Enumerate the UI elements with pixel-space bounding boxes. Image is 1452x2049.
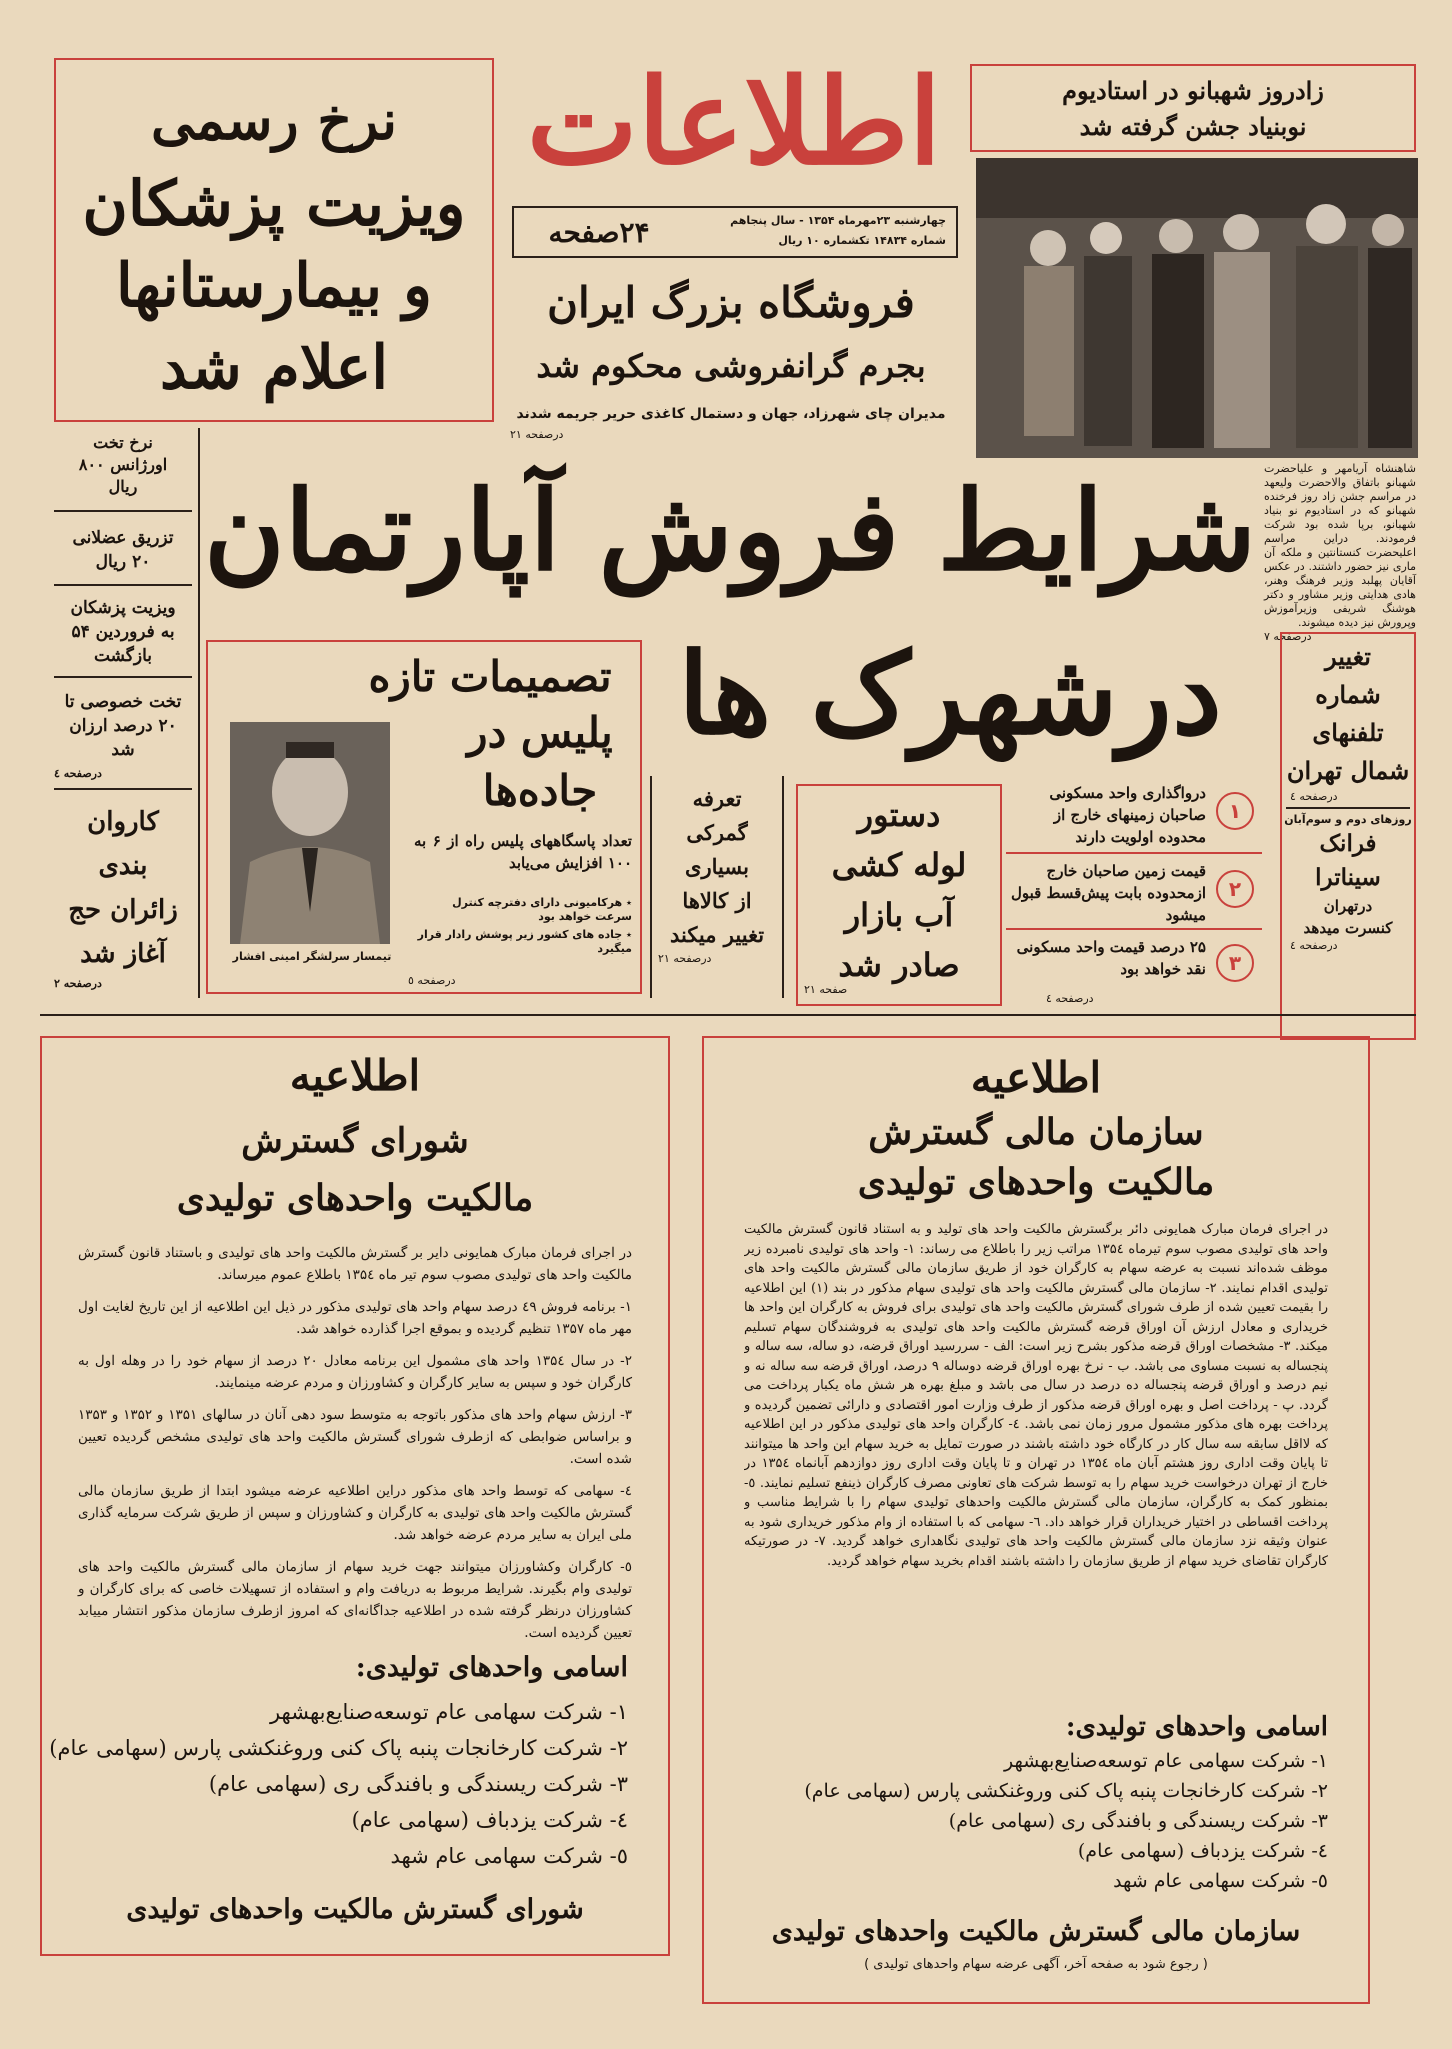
sidebar-divider [54,584,192,586]
sinatra-note: روزهای دوم و سوم‌آبان [1284,813,1412,826]
police-bullet-2 [414,928,632,956]
notice-right-item-2: ۲- شرکت کارخانجات پنبه پاک کنی وروغنکشی پارس (سهامی عام) [804,1780,1328,1802]
notice-left-item-1: ۱- شرکت سهامی عام توسعه‌صنایع‌بهشهر [269,1700,628,1724]
masthead-info-box [512,206,958,258]
page-ref: صفحه ۲۱ [804,983,848,996]
stadium-photo [976,158,1418,458]
bullet-text: جاده های کشور زیر پوشش رادار قرار میگیرد [417,928,632,955]
bullet-text: هرکامیونی دارای دفترچه کنترل سرعت خواهد بود [452,896,632,923]
notice-left-paragraph: ٥- کارگران وکشاورزان میتوانند جهت خرید سهام از سازمان مالی گسترش مالکیت واحد های تولیدی وام بگیرند. شرایط مربوط به دریافت وام و استفاده از تسهیلات خاصی که برای کارگران و کشاورزان درنظر گرفته شده در اطلاعیه جداگانه‌ای که امروز ازطرف سازمان مذکور انتشار مییابد تعیین گردیده است. [78,1559,632,1641]
notice-right-subtitle-1: سازمان مالی گسترش [868,1111,1204,1153]
bullet-icon: ٭ [622,928,632,941]
notice-right-box [702,1036,1370,2004]
point-number-2: ۲ [1216,870,1254,908]
bullet-icon: ٭ [622,896,632,909]
notice-right-item-1: ۱- شرکت سهامی عام توسعه‌صنایع‌بهشهر [1004,1750,1328,1772]
store-subhead: بجرم گرانفروشی محکوم شد [536,347,926,385]
point-text-1: درواگذاری واحد مسکونی صاحبان زمینهای خارج از محدوده اولویت دارند [1049,784,1206,846]
water-text: لوله کشی [831,846,967,884]
point-divider [1006,928,1262,930]
notice-right-item-5: ٥- شرکت سهامی عام شهد [1113,1870,1328,1892]
caption-text: شاهنشاه آریامهر و علیاحضرت شهبانو باتفاق والاحضرت ولیعهد در مراسم جشن زاد روز فرخنده شهبانو که در استادیوم نو بنیاد شهبانو، برپا شده بود شرکت فرمودند. دراین مراسم اعلیحضرت کنستانتین و ملکه آن ماری نیز حضور داشتند. [1264,462,1417,573]
left-sidebar [54,428,192,996]
tariff-text: بسیاری [685,854,749,879]
stadium-photo-figures [976,158,1418,458]
page-ref: درصفحه ۷ [1264,630,1312,643]
sidebar-item-beds [54,432,192,498]
point-text-3: ۲۵ درصد قیمت واحد مسکونی نقد خواهد بود [1016,938,1206,978]
page-ref: درصفحه ٤ [54,767,102,780]
point-number-3: ۳ [1216,944,1254,982]
sidebar-text: ۲۰ ریال [95,552,151,572]
phones-story-box [1280,632,1416,1040]
police-photo-caption: تیمسار سرلشگر امینی افشار [232,950,392,963]
page-ref: درصفحه ٤ [1290,939,1338,952]
notice-left-paragraph: در اجرای فرمان مبارک همایونی دایر بر گسترش مالکیت واحد های تولیدی و باستناد قانون گسترش مالکیت واحد های تولیدی مصوب سوم تیر ماه ۱۳۵٤ باطلاع عموم میرساند. [78,1245,632,1283]
notice-right-footnote: ( رجوع شود به صفحه آخر، آگهی عرضه سهام واحدهای تولیدی ) [864,1957,1208,1972]
phones-text: تغییر [1325,642,1371,671]
sidebar-item-private-bed [54,690,192,786]
tariff-text: تغییر میکند [669,922,765,947]
notice-left-subtitle-2: مالکیت واحدهای تولیدی [176,1177,534,1219]
main-headline-line1: شرایط فروش آپارتمان [203,466,1257,595]
stadium-headline-box [970,64,1416,152]
page-ref: درصفحه ٥ [408,974,456,987]
sidebar-item-injection [54,526,192,574]
fees-headline-2: ویزیت پزشکان [82,167,466,240]
notice-left-paragraph: ۲- در سال ۱۳۵٤ واحد های مشمول این برنامه معادل ۲۰ درصد از سهام خود را در وهله اول به کارگران خود و سپس به سایر کارگران و کشاورزان و مردم عرضه مینمایند. [78,1353,633,1391]
sidebar-text: بازگشت [93,646,153,666]
phones-text: شماره [1315,680,1381,709]
fees-story-box [54,58,494,422]
notice-right-item-4: ٤- شرکت یزدباف (سهامی عام) [1077,1840,1328,1862]
point-number-1: ۱ [1216,792,1254,830]
water-text: دستور [857,796,941,834]
apartment-points [1006,778,1262,1010]
notice-right-list-title: اسامی واحدهای تولیدی: [1065,1712,1328,1742]
notice-left-item-4: ٤- شرکت یزدباف (سهامی عام) [351,1808,628,1832]
notice-right-body: در اجرای فرمان مبارک همایونی دائر برگسترش مالکیت واحد های تولید و به استناد قانون گسترش مالکیت واحد های تولیدی مصوب سوم تیرماه ۱۳۵٤ مراتب زیر را باطلاع می رساند: ۱- واحد های تولیدی نامبرده زیر موظف شده‌اند نسبت به عرضه سهام به کارگران خود از طریق سازمان مالی گسترش مالکیت واحد های تولیدی اقدام نمایند. ۲- سازمان مالی گسترش مالکیت واحد های تولیدی سهام مذکور در بند (۱) این اطلاعیه را بقیمت تعیین شده از طرف شورای گسترش مالکیت واحد های تولیدی برای فروش به کارگران این واحد ها خریداری و معادل ارزش آن اوراق قرضه گسترش مالکیت واحد های تولیدی به فروشندگان سهام تسلیم میکند. ۳- مشخصات اوراق قرضه مذکور بشرح زیر است: الف - سررسید اوراق قرضه، دو ساله، سه ساله و پنجساله به نسبت مساوی می باشد. ب - نرخ بهره اوراق قرضه دوساله ۹ درصد، اوراق قرضه سه ساله نه و نیم درصد و اوراق قرضه پنجساله ده درصد در سال می باشد و مبلغ بهره هر شش ماه یکبار پرداخت می گردد. پ - پرداخت اصل و بهره اوراق قرضه مذکور از طرف وزارت امور اقتصادی و دارائی تضمین گردیده و پرداخت بهره های مذکور مشمول مرور زمان نمی باشد. ٤- کارگران واحد های تولیدی مذکور در این اطلاعیه که لااقل سابقه سه سال کار در کارگاه خود داشته باشند در صورت تمایل به خرید سهام این واحد ها میتوانند تا پایان وقت اداری روز هشتم آبان ماه ۱۳۵٤ در تهران و تا پایان وقت اداری روز دوازدهم آبانماه ۱۳۵٤ در خارج از تهران درخواست خرید سهام را به توسط شرکت های تعاونی مصرف کارگران ذینفع تسلیم نمایند. ٥- بمنظور کمک به کارگران، سازمان مالی گسترش مالکیت واحدهای تولیدی سهام را با شرایط مناسب و پرداخت اقساطی در اختیار خریداران قرار خواهد داد. ٦- سهامی که با استفاده از وام مذکور خریداری شود به عنوان وثیقه نزد سازمان مالی گسترش مالکیت واحد های تولیدی نگاهداری خواهد گردید. ۷- در صورتیکه کارگران تقاضای خرید سهام از طریق سازمان را داشته باشند اقدام بخرید سهام خواهد گردید. [744,1222,1328,1569]
sidebar-text: آغاز شد [80,939,166,969]
masthead-date: چهارشنبه ۲۳مهرماه ۱۳۵۴ - سال پنجاهم [730,214,946,227]
sidebar-text: ریال [108,477,138,496]
fees-headline-1: نرخ رسمی [150,88,398,152]
sidebar-text: تزریق عضلانی [72,528,174,548]
caption-text: در عکس آقایان پهلبد وزیر فرهنگ وهنر، هادی هدایتی وزیر مشاور و دکتر هوشنگ شریفی وزیرآموزش وپرورش نیز دیده میشوند. [1264,560,1416,629]
notice-left-item-2: ۲- شرکت کارخانجات پنبه پاک کنی وروغنکشی پارس (سهامی عام) [49,1736,628,1760]
notice-left-paragraph: ٤- سهامی که توسط واحد های مذکور دراین اطلاعیه عرضه میشود ابتدا از طریق سازمان مالی گسترش مالکیت واحد های تولیدی به کارگران و کشاورزان و سپس از طریق شرکت سرمایه گذاری ملی ایران به سایر مردم عرضه خواهد شد. [78,1483,632,1543]
tariff-text: گمرکی [686,820,748,845]
sinatra-text: فرانک [1319,830,1377,857]
tariff-text: از کالاها [682,888,752,913]
notice-left-signature: شورای گسترش مالکیت واحدهای تولیدی [126,1894,584,1925]
notice-left-list-title: اسامی واحدهای تولیدی: [355,1652,628,1683]
police-headline-3: جاده‌ها [482,766,598,815]
sidebar-text: شد [111,740,135,760]
notice-left-item-3: ۳- شرکت ریسندگی و بافندگی ری (سهامی عام) [208,1772,628,1796]
page-ref: درصفحه ٤ [1046,992,1094,1005]
page-ref: درصفحه ٤ [1290,790,1338,803]
sidebar-text: بندی [98,851,148,881]
notice-left-body [78,1242,632,1644]
sidebar-text: نرخ تخت [93,433,153,452]
police-photo-portrait [230,722,390,944]
sidebar-text: اورژانس ۸۰۰ [78,455,168,474]
sidebar-item-hajj [54,800,192,992]
section-divider [40,1014,1416,1016]
sidebar-text: زائران حج [68,895,178,925]
water-text: آب بازار [844,896,954,934]
sidebar-text: تخت خصوصی تا [64,692,182,712]
police-photo [230,722,390,944]
store-deck: مدیران چای شهرزاد، جهان و دستمال کاغذی حریر جریمه شدند [516,406,946,422]
store-headline: فروشگاه بزرگ ایران [547,278,915,327]
notice-right-item-3: ۳- شرکت ریسندگی و بافندگی ری (سهامی عام) [948,1810,1328,1832]
notice-left-paragraph: ۳- ارزش سهام واحد های مذکور باتوجه به متوسط سود دهی آنان در سالهای ۱۳۵۱ و ۱۳۵۲ و ۱۳۵۳ و براساس ضوابطی که ازطرف شورای گسترش مالکیت واحد های تولیدی مشخص گردیده تعیین شده است. [78,1407,632,1467]
tariff-text: تعرفه [692,786,742,811]
notice-right-title: اطلاعیه [970,1053,1102,1102]
notice-left-subtitle-1: شورای گسترش [241,1121,469,1161]
fees-headline-4: اعلام شد [159,333,389,403]
stadium-caption [1264,462,1416,644]
notice-right-subtitle-2: مالکیت واحدهای تولیدی [857,1161,1215,1203]
stadium-headline-2: نوبنیاد جشن گرفته شد [1079,112,1307,141]
masthead-pages: ۲۴صفحه [548,216,650,249]
police-headline-2: پلیس در [467,708,613,757]
newspaper-logo: اطلاعات [526,52,942,191]
phones-text: تلفنهای [1312,718,1384,747]
sinatra-text: سیناترا [1315,864,1381,891]
notice-left-item-5: ٥- شرکت سهامی عام شهد [390,1844,628,1868]
phones-divider [1286,807,1410,809]
police-story-box [206,640,642,994]
tariff-story [650,776,784,998]
sidebar-text: کاروان [87,807,159,837]
sidebar-divider [54,676,192,678]
sidebar-text: ویزیت پزشکان [70,598,176,618]
main-headline-line2: درشهرک ها [678,629,1222,760]
sidebar-item-visit [54,596,192,668]
sidebar-divider [54,510,192,512]
point-text-2: قیمت زمین صاحبان خارج ازمحدوده بابت پیش‌قسط قبول میشود [1010,862,1206,924]
sinatra-text: کنسرت میدهد [1303,919,1393,937]
page-ref: درصفحه ۲ [54,977,102,990]
police-headline-1: تصمیمات تازه [368,652,612,701]
sidebar-text: ۲۰ درصد ارزان [69,716,177,736]
point-divider [1006,852,1262,854]
sinatra-text: درتهران [1323,897,1373,915]
notice-left-paragraph: ۱- برنامه فروش ٤۹ درصد سهام واحد های تولیدی مذکور در ذیل این اطلاعیه از این تاریخ لغایت اول مهر ماه ۱۳۵۷ تنظیم گردیده و بموقع اجرا گذارده خواهد شد. [78,1299,632,1337]
notice-left-box [40,1036,670,1956]
police-lead: تعداد پاسگاههای پلیس راه از ۶ به ۱۰۰ افزایش می‌یابد [414,832,632,872]
page-ref: درصفحه ۲۱ [658,952,712,965]
page-ref: درصفحه ۲۱ [510,428,564,441]
notice-right-signature: سازمان مالی گسترش مالکیت واحدهای تولیدی [771,1916,1301,1947]
notice-left-title: اطلاعیه [289,1051,421,1100]
fees-headline-3: و بیمارستانها [116,251,432,321]
masthead-issue: شماره ۱۴۸۳۴ تکشماره ۱۰ ریال [778,234,946,247]
phones-text: شمال تهران [1286,756,1410,785]
sidebar-text: به فروردین ۵۴ [71,622,175,642]
police-bullet-1 [414,896,632,924]
sidebar-divider [54,788,192,790]
stadium-headline-1: زادروز شهبانو در استادیوم [1062,76,1324,105]
water-text: صادر شد [838,946,960,984]
water-story-box [796,784,1002,1006]
